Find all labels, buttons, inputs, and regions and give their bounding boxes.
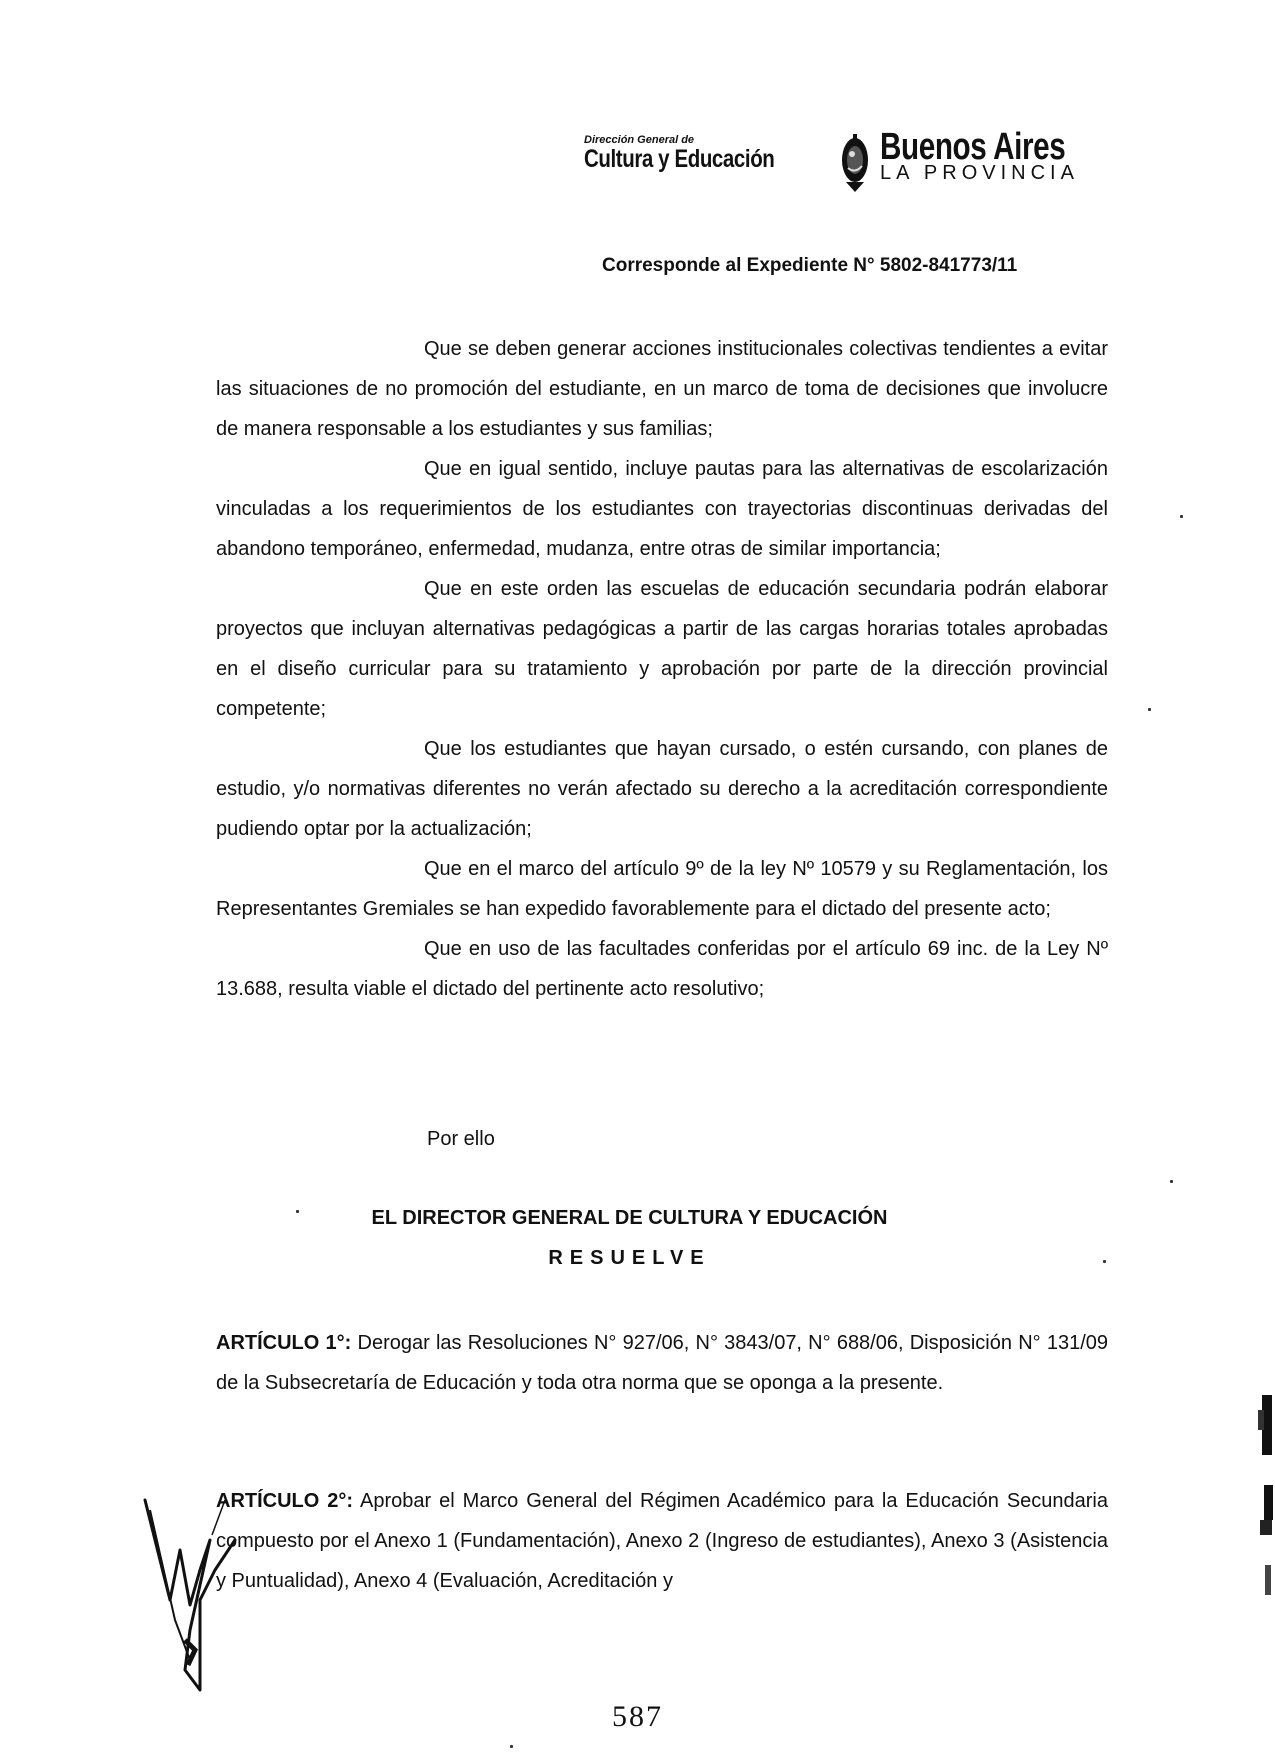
resuelve-heading — [0, 1247, 1275, 1270]
logo-right-big: Buenos Aires — [880, 126, 1066, 168]
resuelve-text: RESUELVE — [548, 1247, 711, 1269]
scan-speck — [1148, 708, 1151, 711]
considerandos-section — [216, 329, 1108, 1009]
scan-speck — [296, 1210, 299, 1213]
articulo-2 — [216, 1481, 1108, 1601]
articulo-1 — [216, 1323, 1108, 1403]
considerando-paragraph: Que en igual sentido, incluye pautas para las alternativas de escolarización vinculadas a los requerimientos de los estudiantes con trayectorias discontinuas derivadas del abandono temporáneo, enfermedad, mudanza, entre otras de similar importancia; — [216, 458, 1108, 560]
considerando-paragraph: Que los estudiantes que hayan cursado, o estén cursando, con planes de estudio, y/o normativas diferentes no verán afectado su derecho a la acreditación correspondiente pudiendo optar por la actualización; — [216, 738, 1108, 840]
dgce-logo — [584, 134, 824, 172]
por-ello: Por ello — [427, 1128, 495, 1150]
scan-edge-marks — [1250, 1375, 1275, 1615]
articulo-label: ARTÍCULO 2°: — [216, 1490, 354, 1512]
scan-speck — [510, 1745, 513, 1748]
logo-right-small: LA PROVINCIA — [880, 162, 1079, 184]
considerando-paragraph: Que en uso de las facultades conferidas por el artículo 69 inc. de la Ley Nº 13.688, resulta viable el dictado del pertinente acto resolutivo; — [216, 938, 1108, 1000]
buenos-aires-logo — [880, 128, 1120, 184]
scan-speck — [1180, 515, 1183, 518]
considerando-paragraph: Que en el marco del artículo 9º de la ley Nº 10579 y su Reglamentación, los Representantes Gremiales se han expedido favorablemente para el dictado del presente acto; — [216, 858, 1108, 920]
articulo-text: Aprobar el Marco General del Régimen Académico para la Educación Secundaria compuesto por el Anexo 1 (Fundamentación), Anexo 2 (Ingreso de estudiantes), Anexo 3 (Asistencia y Puntualidad), Anexo 4 (Evaluación, Acreditación y — [216, 1490, 1108, 1592]
logo-left-small: Dirección General de — [584, 134, 695, 146]
logo-left-big: Cultura y Educación — [584, 145, 775, 173]
page-number: 587 — [612, 1700, 663, 1733]
handwritten-signature — [140, 1480, 250, 1700]
scan-speck — [1103, 1260, 1106, 1263]
articulo-text: Derogar las Resoluciones N° 927/06, N° 3843/07, N° 688/06, Disposición N° 131/09 de la Subsecretaría de Educación y toda otra norma que se oponga a la presente. — [216, 1332, 1108, 1394]
province-seal-icon — [840, 130, 870, 196]
director-title — [0, 1207, 1275, 1230]
considerando-paragraph: Que en este orden las escuelas de educación secundaria podrán elaborar proyectos que incluyan alternativas pedagógicas a partir de las cargas horarias totales aprobadas en el diseño curricular para su tratamiento y aprobación por parte de la dirección provincial competente; — [216, 578, 1108, 720]
director-title-text: EL DIRECTOR GENERAL DE CULTURA Y EDUCACIÓN — [371, 1207, 888, 1229]
scan-speck — [1170, 1180, 1173, 1183]
considerando-paragraph: Que se deben generar acciones institucionales colectivas tendientes a evitar las situaciones de no promoción del estudiante, en un marco de toma de decisiones que involucre de manera responsable a los estudiantes y sus familias; — [216, 338, 1108, 440]
expediente-reference: Corresponde al Expediente N° 5802-841773/11 — [602, 255, 1018, 276]
articulo-label: ARTÍCULO 1°: — [216, 1332, 352, 1354]
